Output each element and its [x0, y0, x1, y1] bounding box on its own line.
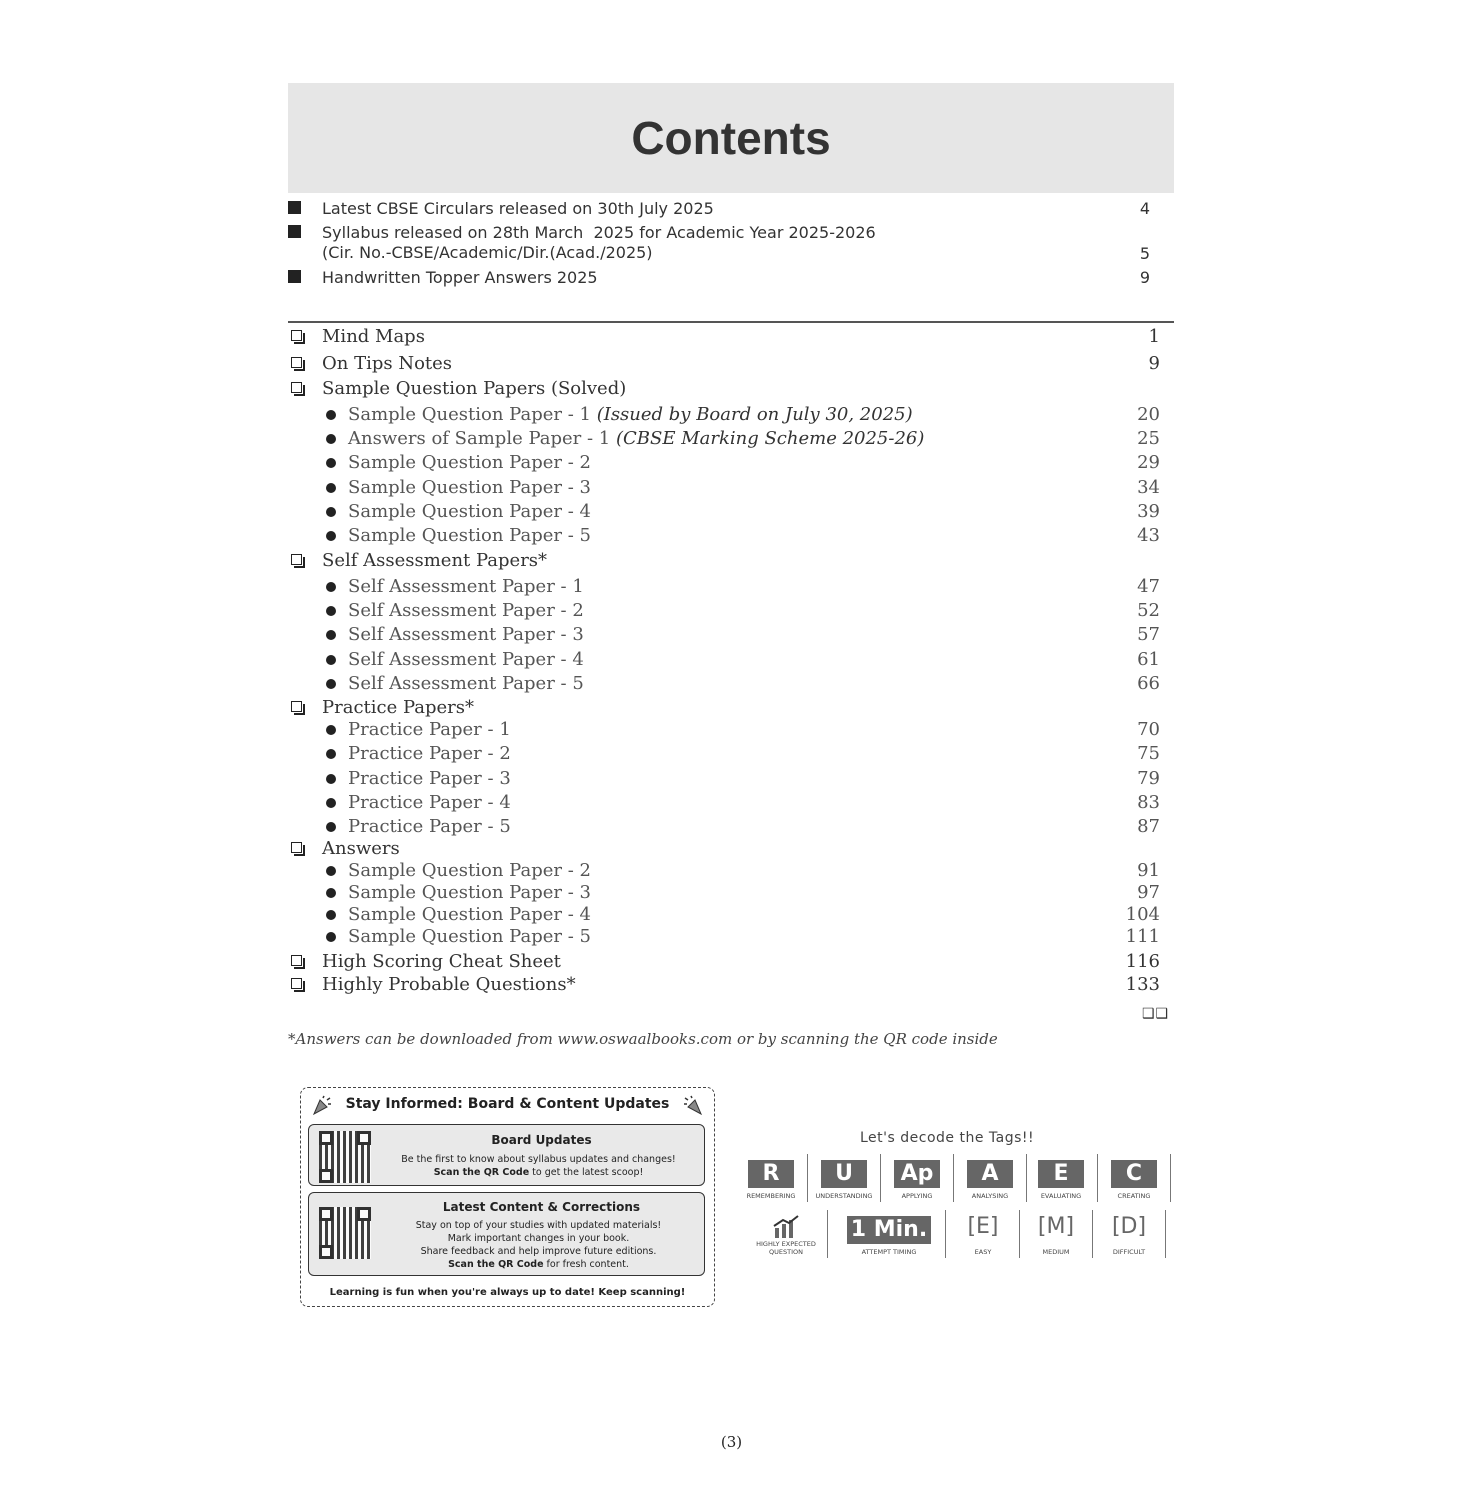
square-bullet-icon — [288, 270, 301, 283]
toc-label: Sample Question Paper - 4 — [348, 501, 591, 522]
toc-label: Self Assessment Paper - 1 — [348, 576, 584, 597]
toc-top-label: Latest CBSE Circulars released on 30th July 2025 — [322, 199, 714, 218]
tag-analysing: A ANALYSING — [955, 1154, 1025, 1202]
party-popper-icon — [682, 1094, 704, 1116]
checkbox-bullet-icon — [291, 955, 302, 966]
toc-entry[interactable] — [288, 648, 1174, 672]
toc-entry[interactable] — [288, 575, 1174, 599]
card-title: Board Updates — [491, 1133, 592, 1147]
toc-page: 1 — [1148, 326, 1160, 347]
toc-entry[interactable] — [288, 718, 1174, 742]
toc-page: 57 — [1137, 624, 1160, 645]
content-updates-card[interactable] — [308, 1192, 705, 1276]
page-number: (3) — [720, 1433, 743, 1451]
toc-label: Sample Question Paper - 1 (Issued by Board on July 30, 2025) — [348, 404, 913, 425]
toc-entry[interactable] — [288, 859, 1174, 883]
toc-label: Practice Paper - 3 — [348, 768, 511, 789]
panel-footer: Learning is fun when you're always up to date! Keep scanning! — [329, 1287, 686, 1298]
toc-entry[interactable] — [288, 500, 1174, 524]
toc-page: 104 — [1125, 904, 1160, 925]
round-bullet-icon — [326, 582, 336, 592]
updates-panel — [300, 1087, 715, 1307]
page-title: Contents — [631, 112, 831, 164]
tag-applying: Ap APPLYING — [882, 1154, 952, 1202]
toc-page: 34 — [1137, 477, 1160, 498]
toc-entry[interactable] — [288, 903, 1174, 927]
toc-section — [288, 377, 1174, 401]
toc-entry[interactable] — [288, 742, 1174, 766]
checkbox-bullet-icon — [291, 357, 302, 368]
toc-top-item[interactable] — [288, 223, 1174, 265]
tag-creating: C CREATING — [1099, 1154, 1169, 1202]
round-bullet-icon — [326, 749, 336, 759]
toc-entry[interactable] — [288, 925, 1174, 949]
toc-page: 52 — [1137, 600, 1160, 621]
toc-entry[interactable] — [288, 352, 1174, 376]
toc-label: Practice Paper - 2 — [348, 743, 511, 764]
checkbox-bullet-icon — [291, 978, 302, 989]
toc-top-item[interactable] — [288, 268, 1174, 290]
toc-label: Self Assessment Paper - 3 — [348, 624, 584, 645]
tag-medium: [M] MEDIUM — [1021, 1210, 1091, 1258]
toc-top-label: Syllabus released on 28th March 2025 for Academic Year 2025-2026 (Cir. No.-CBSE/Academic/Dir.(Acad./2025) — [322, 223, 876, 262]
round-bullet-icon — [326, 774, 336, 784]
toc-label: Self Assessment Paper - 4 — [348, 649, 584, 670]
toc-label: Answers — [322, 838, 400, 859]
tag-difficult: [D] DIFFICULT — [1094, 1210, 1164, 1258]
toc-page: 43 — [1137, 525, 1160, 546]
toc-page: 116 — [1125, 951, 1160, 972]
board-updates-card[interactable] — [308, 1124, 705, 1186]
toc-entry[interactable] — [288, 767, 1174, 791]
toc-page: 9 — [1148, 353, 1160, 374]
qr-code-icon[interactable] — [319, 1207, 371, 1259]
toc-label: Sample Question Paper - 4 — [348, 904, 591, 925]
toc-entry[interactable] — [288, 815, 1174, 839]
tag-attempt-timing: 1 Min. ATTEMPT TIMING — [834, 1210, 944, 1258]
toc-entry[interactable] — [288, 623, 1174, 647]
checkbox-bullet-icon — [291, 330, 302, 341]
toc-page: 111 — [1125, 926, 1160, 947]
toc-page: 66 — [1137, 673, 1160, 694]
toc-entry[interactable] — [288, 325, 1174, 349]
toc-top-page: 9 — [1139, 268, 1150, 287]
toc-section — [288, 549, 1174, 573]
card-text: Scan the QR Code to get the latest scoop! — [433, 1167, 644, 1178]
toc-entry[interactable] — [288, 881, 1174, 905]
toc-page: 29 — [1137, 452, 1160, 473]
toc-label: Sample Question Paper - 5 — [348, 926, 591, 947]
checkbox-bullet-icon — [291, 382, 302, 393]
contents-header — [288, 83, 1174, 193]
checkbox-bullet-icon — [291, 701, 302, 712]
toc-page: 39 — [1137, 501, 1160, 522]
toc-page: 79 — [1137, 768, 1160, 789]
tag-easy: [E] EASY — [948, 1210, 1018, 1258]
toc-entry[interactable] — [288, 476, 1174, 500]
card-text: Be the first to know about syllabus updates and changes! — [401, 1154, 676, 1165]
toc-entry[interactable] — [288, 672, 1174, 696]
round-bullet-icon — [326, 458, 336, 468]
toc-page: 20 — [1137, 404, 1160, 425]
round-bullet-icon — [326, 679, 336, 689]
round-bullet-icon — [326, 630, 336, 640]
toc-page: 97 — [1137, 882, 1160, 903]
round-bullet-icon — [326, 655, 336, 665]
toc-entry[interactable] — [288, 791, 1174, 815]
toc-label: Sample Question Paper - 3 — [348, 882, 591, 903]
toc-page: 25 — [1137, 428, 1160, 449]
toc-page: 75 — [1137, 743, 1160, 764]
toc-label: Self Assessment Papers* — [322, 550, 548, 571]
toc-entry[interactable] — [288, 973, 1174, 997]
toc-page: 47 — [1137, 576, 1160, 597]
toc-entry[interactable] — [288, 427, 1174, 451]
toc-top-label: Handwritten Topper Answers 2025 — [322, 268, 598, 287]
card-text: Scan the QR Code for fresh content. — [448, 1259, 629, 1270]
round-bullet-icon — [326, 910, 336, 920]
toc-page: 91 — [1137, 860, 1160, 881]
square-bullet-icon — [288, 201, 301, 214]
toc-label: Practice Paper - 4 — [348, 792, 511, 813]
toc-label: Sample Question Paper - 5 — [348, 525, 591, 546]
tag-understanding: U UNDERSTANDING — [809, 1154, 879, 1202]
toc-label: Sample Question Paper - 2 — [348, 860, 591, 881]
toc-page: 83 — [1137, 792, 1160, 813]
toc-page: 70 — [1137, 719, 1160, 740]
toc-label: Sample Question Papers (Solved) — [322, 378, 627, 399]
card-title: Latest Content & Corrections — [442, 1200, 641, 1214]
card-text: Share feedback and help improve future editions. — [420, 1246, 657, 1257]
tags-title: Let's decode the Tags!! — [860, 1130, 1035, 1146]
qr-code-icon[interactable] — [319, 1131, 371, 1183]
round-bullet-icon — [326, 606, 336, 616]
toc-section — [288, 837, 1174, 861]
toc-top-page: 5 — [1139, 244, 1150, 263]
toc-label: Self Assessment Paper - 5 — [348, 673, 584, 694]
round-bullet-icon — [326, 932, 336, 942]
tag-highly-expected: HIGHLY EXPECTED QUESTION — [746, 1210, 826, 1258]
toc-entry[interactable] — [288, 524, 1174, 548]
round-bullet-icon — [326, 531, 336, 541]
panel-title: Stay Informed: Board & Content Updates — [345, 1096, 670, 1112]
toc-label: Self Assessment Paper - 2 — [348, 600, 584, 621]
square-bullet-icon — [288, 225, 301, 238]
toc-entry[interactable] — [288, 451, 1174, 475]
toc-label: Highly Probable Questions* — [322, 974, 576, 995]
toc-label: High Scoring Cheat Sheet — [322, 951, 561, 972]
toc-label: Practice Papers* — [322, 697, 475, 718]
toc-entry[interactable] — [288, 599, 1174, 623]
card-text: Stay on top of your studies with updated materials! — [415, 1220, 662, 1231]
round-bullet-icon — [326, 822, 336, 832]
round-bullet-icon — [326, 434, 336, 444]
toc-entry[interactable] — [288, 950, 1174, 974]
toc-label: Answers of Sample Paper - 1 (CBSE Marking Scheme 2025-26) — [348, 428, 925, 449]
checkbox-bullet-icon — [291, 842, 302, 853]
round-bullet-icon — [326, 483, 336, 493]
chart-growth-icon — [771, 1214, 801, 1240]
toc-page: 87 — [1137, 816, 1160, 837]
round-bullet-icon — [326, 798, 336, 808]
section-divider — [288, 321, 1174, 323]
toc-label: Mind Maps — [322, 326, 425, 347]
round-bullet-icon — [326, 888, 336, 898]
toc-label: Practice Paper - 1 — [348, 719, 511, 740]
tag-remembering: R REMEMBERING — [736, 1154, 806, 1202]
card-text: Mark important changes in your book. — [447, 1233, 630, 1244]
toc-top-page: 4 — [1139, 199, 1150, 218]
toc-page: 133 — [1125, 974, 1160, 995]
toc-label: On Tips Notes — [322, 353, 453, 374]
round-bullet-icon — [326, 725, 336, 735]
toc-label: Sample Question Paper - 2 — [348, 452, 591, 473]
toc-page: 61 — [1137, 649, 1160, 670]
round-bullet-icon — [326, 410, 336, 420]
toc-section — [288, 696, 1174, 720]
tag-evaluating: E EVALUATING — [1026, 1154, 1096, 1202]
toc-label: Sample Question Paper - 3 — [348, 477, 591, 498]
checkbox-bullet-icon — [291, 554, 302, 565]
round-bullet-icon — [326, 866, 336, 876]
footnote: *Answers can be downloaded from www.oswaalbooks.com or by scanning the QR code inside — [288, 1030, 998, 1048]
end-mark: ❑❑ — [1142, 1006, 1170, 1022]
toc-label: Practice Paper - 5 — [348, 816, 511, 837]
round-bullet-icon — [326, 507, 336, 517]
toc-top-item[interactable] — [288, 199, 1174, 221]
toc-entry[interactable] — [288, 403, 1174, 427]
